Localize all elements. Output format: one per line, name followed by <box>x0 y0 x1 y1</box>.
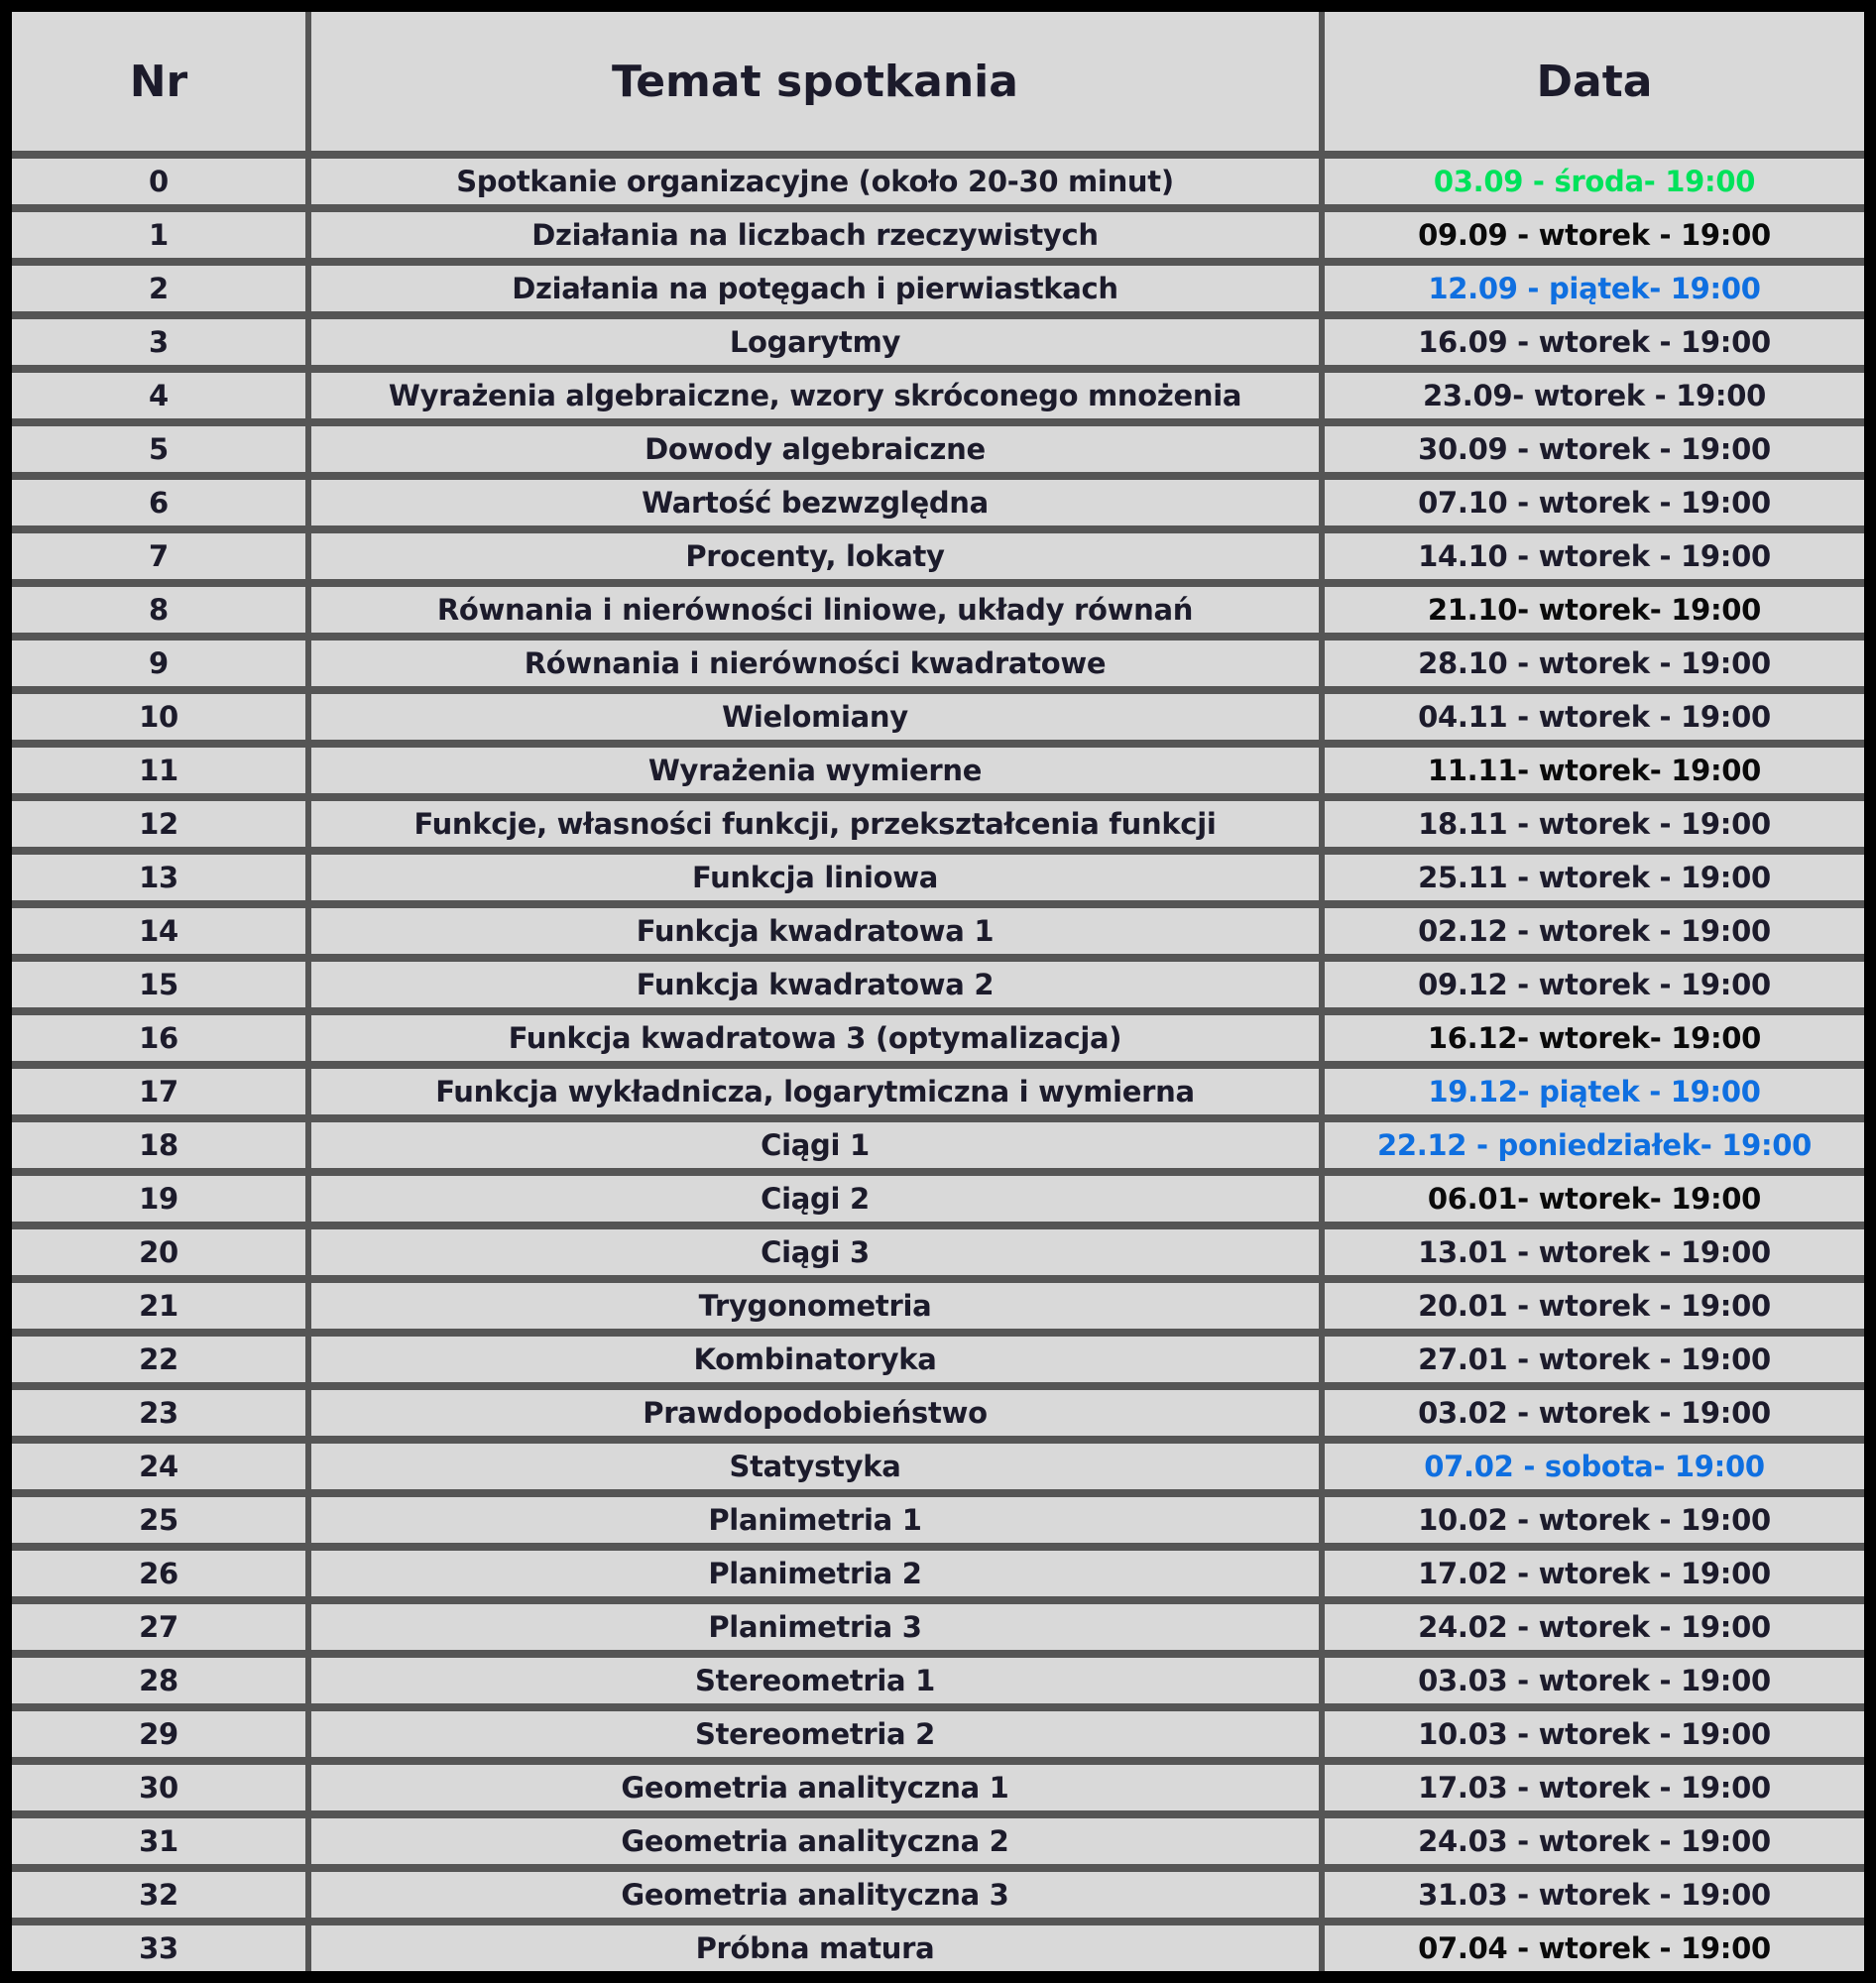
row-divider <box>12 525 1864 533</box>
cell-nr: 9 <box>149 646 169 680</box>
cell-nr: 13 <box>139 861 178 894</box>
cell-nr: 17 <box>139 1075 178 1108</box>
cell-topic: Wyrażenia algebraiczne, wzory skróconego mnożenia <box>388 379 1242 412</box>
table-row <box>12 1596 1864 1650</box>
cell-date: 23.09- wtorek - 19:00 <box>1423 379 1766 412</box>
cell-nr: 32 <box>139 1878 178 1912</box>
cell-nr: 22 <box>139 1342 178 1376</box>
cell-topic: Stereometria 2 <box>695 1717 935 1751</box>
cell-topic: Trygonometria <box>698 1289 932 1323</box>
table-row <box>12 1382 1864 1436</box>
table-row <box>12 633 1864 686</box>
cell-date: 20.01 - wtorek - 19:00 <box>1418 1289 1771 1323</box>
cell-date: 24.03 - wtorek - 19:00 <box>1418 1824 1771 1858</box>
cell-date: 03.02 - wtorek - 19:00 <box>1418 1396 1771 1430</box>
cell-topic: Wielomiany <box>722 700 908 734</box>
cell-nr: 21 <box>139 1289 178 1323</box>
table-row <box>12 740 1864 793</box>
cell-nr: 33 <box>139 1931 178 1965</box>
cell-date: 07.02 - sobota- 19:00 <box>1424 1450 1765 1483</box>
cell-topic: Działania na liczbach rzeczywistych <box>531 218 1099 252</box>
cell-nr: 31 <box>139 1824 178 1858</box>
cell-nr: 7 <box>149 539 169 573</box>
row-divider <box>12 900 1864 908</box>
row-divider <box>12 686 1864 694</box>
header-date: Data <box>1536 56 1653 107</box>
cell-nr: 6 <box>149 486 169 520</box>
table-row <box>12 1114 1864 1168</box>
cell-nr: 1 <box>149 218 169 252</box>
table-row <box>12 311 1864 365</box>
cell-nr: 23 <box>139 1396 178 1430</box>
cell-nr: 24 <box>139 1450 178 1483</box>
cell-date: 03.03 - wtorek - 19:00 <box>1418 1664 1771 1697</box>
row-divider <box>12 418 1864 426</box>
cell-nr: 2 <box>149 272 169 305</box>
cell-nr: 14 <box>139 914 178 948</box>
cell-topic: Ciągi 3 <box>761 1235 870 1269</box>
table-row <box>12 1222 1864 1275</box>
cell-nr: 30 <box>139 1771 178 1805</box>
table-row <box>12 1168 1864 1222</box>
cell-nr: 18 <box>139 1128 178 1162</box>
cell-nr: 10 <box>139 700 178 734</box>
row-divider <box>12 1596 1864 1604</box>
table-row <box>12 1810 1864 1864</box>
table-row <box>12 847 1864 900</box>
table-row <box>12 472 1864 525</box>
table-row <box>12 1275 1864 1329</box>
row-divider <box>12 1114 1864 1122</box>
cell-date: 10.02 - wtorek - 19:00 <box>1418 1503 1771 1537</box>
table-row <box>12 1757 1864 1810</box>
cell-topic: Procenty, lokaty <box>685 539 945 573</box>
cell-date: 17.02 - wtorek - 19:00 <box>1418 1557 1771 1590</box>
row-divider <box>12 633 1864 641</box>
cell-topic: Funkcja liniowa <box>692 861 938 894</box>
row-divider <box>12 793 1864 801</box>
cell-date: 11.11- wtorek- 19:00 <box>1427 754 1762 787</box>
row-divider <box>12 1329 1864 1337</box>
cell-topic: Próbna matura <box>695 1931 935 1965</box>
cell-nr: 11 <box>139 754 178 787</box>
row-divider <box>12 1382 1864 1390</box>
cell-nr: 12 <box>139 807 178 841</box>
cell-date: 16.09 - wtorek - 19:00 <box>1418 325 1771 359</box>
cell-nr: 27 <box>139 1610 178 1644</box>
cell-topic: Geometria analityczna 3 <box>621 1878 1009 1912</box>
cell-date: 09.12 - wtorek - 19:00 <box>1418 968 1771 1001</box>
row-divider <box>12 1543 1864 1551</box>
cell-topic: Funkcja wykładnicza, logarytmiczna i wymierna <box>435 1075 1195 1108</box>
cell-nr: 25 <box>139 1503 178 1537</box>
table-row <box>12 258 1864 311</box>
table-row <box>12 793 1864 847</box>
table-row <box>12 1489 1864 1543</box>
table-row <box>12 686 1864 740</box>
row-divider <box>12 954 1864 962</box>
cell-topic: Funkcja kwadratowa 2 <box>636 968 995 1001</box>
row-divider <box>12 1222 1864 1229</box>
cell-topic: Geometria analityczna 1 <box>621 1771 1009 1805</box>
cell-date: 18.11 - wtorek - 19:00 <box>1418 807 1771 841</box>
cell-nr: 15 <box>139 968 178 1001</box>
cell-topic: Ciągi 2 <box>761 1182 870 1216</box>
row-divider <box>12 740 1864 748</box>
row-divider <box>12 1650 1864 1658</box>
cell-topic: Planimetria 3 <box>708 1610 922 1644</box>
row-divider <box>12 472 1864 480</box>
cell-topic: Wartość bezwzględna <box>642 486 989 520</box>
cell-date: 24.02 - wtorek - 19:00 <box>1418 1610 1771 1644</box>
table-row <box>12 954 1864 1007</box>
schedule-table <box>12 12 1864 1971</box>
cell-date: 17.03 - wtorek - 19:00 <box>1418 1771 1771 1805</box>
table-row <box>12 1864 1864 1918</box>
cell-date: 06.01- wtorek- 19:00 <box>1427 1182 1762 1216</box>
table-row <box>12 579 1864 633</box>
cell-topic: Prawdopodobieństwo <box>643 1396 988 1430</box>
cell-date: 22.12 - poniedziałek- 19:00 <box>1376 1128 1813 1162</box>
cell-date: 21.10- wtorek- 19:00 <box>1427 593 1762 627</box>
table-row <box>12 1329 1864 1382</box>
row-divider <box>12 151 1864 159</box>
row-divider <box>12 1275 1864 1283</box>
row-divider <box>12 1810 1864 1818</box>
cell-date: 30.09 - wtorek - 19:00 <box>1418 432 1771 466</box>
table-row <box>12 1061 1864 1114</box>
header-topic: Temat spotkania <box>612 56 1018 107</box>
row-divider <box>12 365 1864 373</box>
row-divider <box>12 204 1864 212</box>
cell-topic: Równania i nierówności kwadratowe <box>524 646 1107 680</box>
cell-nr: 5 <box>149 432 169 466</box>
cell-nr: 3 <box>149 325 169 359</box>
row-divider <box>12 258 1864 266</box>
row-divider <box>12 311 1864 319</box>
header-nr: Nr <box>129 56 188 107</box>
cell-topic: Stereometria 1 <box>695 1664 935 1697</box>
cell-date: 31.03 - wtorek - 19:00 <box>1418 1878 1771 1912</box>
row-divider <box>12 1757 1864 1765</box>
row-divider <box>12 1918 1864 1925</box>
row-divider <box>12 1436 1864 1444</box>
cell-topic: Statystyka <box>729 1450 901 1483</box>
cell-nr: 29 <box>139 1717 178 1751</box>
cell-topic: Kombinatoryka <box>693 1342 937 1376</box>
table-row <box>12 204 1864 258</box>
cell-topic: Działania na potęgach i pierwiastkach <box>512 272 1118 305</box>
cell-topic: Planimetria 2 <box>708 1557 922 1590</box>
row-divider <box>12 1703 1864 1711</box>
column-divider <box>1319 12 1325 1971</box>
cell-date: 07.04 - wtorek - 19:00 <box>1418 1931 1771 1965</box>
cell-date: 19.12- piątek - 19:00 <box>1428 1075 1761 1108</box>
cell-date: 27.01 - wtorek - 19:00 <box>1418 1342 1771 1376</box>
table-row <box>12 1703 1864 1757</box>
cell-nr: 8 <box>149 593 169 627</box>
cell-date: 16.12- wtorek- 19:00 <box>1427 1021 1762 1055</box>
cell-topic: Równania i nierówności liniowe, układy równań <box>436 593 1194 627</box>
row-divider <box>12 1061 1864 1069</box>
cell-topic: Geometria analityczna 2 <box>621 1824 1009 1858</box>
table-row <box>12 418 1864 472</box>
cell-nr: 16 <box>139 1021 178 1055</box>
cell-topic: Logarytmy <box>729 325 901 359</box>
cell-date: 04.11 - wtorek - 19:00 <box>1418 700 1771 734</box>
cell-topic: Funkcje, własności funkcji, przekształcenia funkcji <box>413 807 1217 841</box>
cell-nr: 20 <box>139 1235 178 1269</box>
table-row <box>12 1007 1864 1061</box>
row-divider <box>12 579 1864 587</box>
row-divider <box>12 1864 1864 1872</box>
table-row <box>12 1918 1864 1971</box>
cell-date: 28.10 - wtorek - 19:00 <box>1418 646 1771 680</box>
cell-date: 03.09 - środa- 19:00 <box>1433 165 1756 198</box>
cell-date: 07.10 - wtorek - 19:00 <box>1418 486 1771 520</box>
cell-topic: Funkcja kwadratowa 1 <box>636 914 995 948</box>
cell-topic: Planimetria 1 <box>708 1503 922 1537</box>
table-row <box>12 151 1864 204</box>
table-row <box>12 900 1864 954</box>
cell-topic: Wyrażenia wymierne <box>647 754 983 787</box>
cell-date: 12.09 - piątek- 19:00 <box>1428 272 1761 305</box>
cell-date: 25.11 - wtorek - 19:00 <box>1418 861 1771 894</box>
row-divider <box>12 1007 1864 1015</box>
table-row <box>12 1543 1864 1596</box>
cell-date: 14.10 - wtorek - 19:00 <box>1418 539 1771 573</box>
cell-topic: Spotkanie organizacyjne (około 20-30 minut) <box>456 165 1174 198</box>
cell-nr: 19 <box>139 1182 178 1216</box>
cell-topic: Funkcja kwadratowa 3 (optymalizacja) <box>508 1021 1122 1055</box>
cell-date: 02.12 - wtorek - 19:00 <box>1418 914 1771 948</box>
cell-date: 13.01 - wtorek - 19:00 <box>1418 1235 1771 1269</box>
cell-date: 09.09 - wtorek - 19:00 <box>1418 218 1771 252</box>
table-row <box>12 1436 1864 1489</box>
cell-nr: 28 <box>139 1664 178 1697</box>
cell-topic: Dowody algebraiczne <box>645 432 986 466</box>
cell-topic: Ciągi 1 <box>761 1128 870 1162</box>
row-divider <box>12 1168 1864 1176</box>
row-divider <box>12 847 1864 855</box>
table-row <box>12 365 1864 418</box>
column-divider <box>305 12 311 1971</box>
row-divider <box>12 1489 1864 1497</box>
cell-date: 10.03 - wtorek - 19:00 <box>1418 1717 1771 1751</box>
cell-nr: 4 <box>149 379 169 412</box>
cell-nr: 26 <box>139 1557 178 1590</box>
table-row <box>12 525 1864 579</box>
cell-nr: 0 <box>149 165 169 198</box>
table-row <box>12 1650 1864 1703</box>
